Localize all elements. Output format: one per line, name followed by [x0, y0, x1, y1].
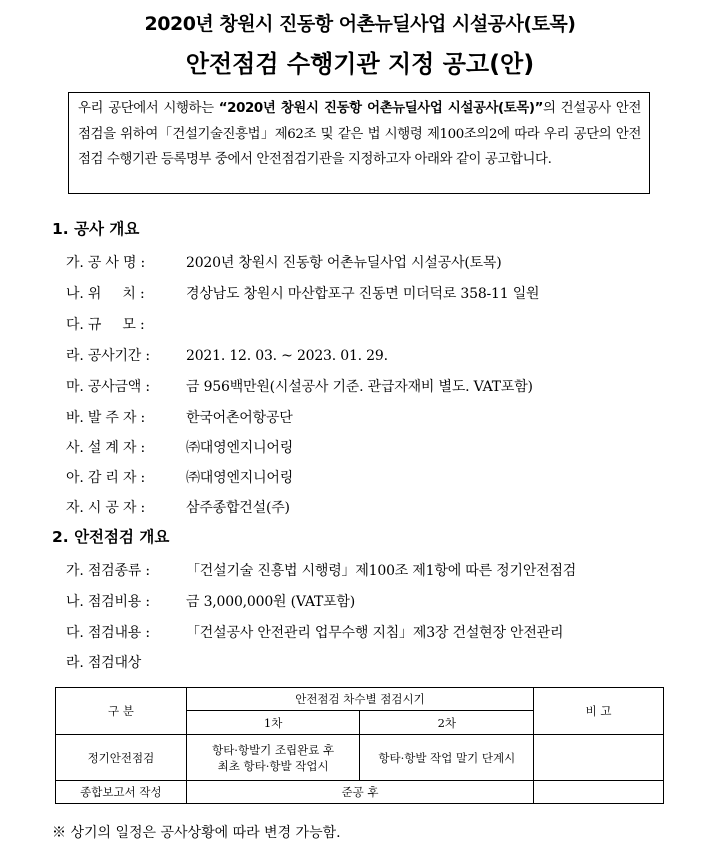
- item-label: 바. 발 주 자 :: [66, 410, 150, 426]
- item-label: 라. 점검대상: [66, 655, 142, 671]
- cell-second-timing: 항타·항발 작업 말기 단계시: [360, 735, 534, 781]
- inspection-item: [66, 560, 576, 580]
- item-label: 다. 규 모 :: [66, 317, 149, 333]
- header-first: 1차: [186, 711, 360, 735]
- item-label: 라. 공사기간 :: [66, 348, 155, 364]
- overview-item: [66, 467, 293, 487]
- header-note: 비 고: [534, 688, 664, 735]
- header-schedule: 안전점검 차수별 점검시기: [186, 688, 533, 711]
- intro-text-2: 의 건설공사 안전점검을 위하여「건설기술진흥법」제62조 및 같은 법 시행령 제100조의2에 따라 우리 공단의 안전점검 수행기관 등록명부 중에서 안전점검기관을 지정하고자 아래와 같이 공고합니다.: [78, 101, 641, 167]
- overview-item: [66, 376, 533, 396]
- row-regular-inspection: 정기안전점검: [56, 735, 187, 781]
- item-value: 경상남도 창원시 마산합포구 진동면 미더덕로 358-11 일원: [186, 286, 540, 302]
- item-label: 나. 점검비용 :: [66, 594, 155, 610]
- overview-item: [66, 497, 290, 517]
- item-value: 2021. 12. 03. ~ 2023. 01. 29.: [186, 348, 388, 364]
- inspection-item: [66, 622, 563, 642]
- section-1-heading: 1. 공사 개요: [52, 220, 140, 238]
- item-label: 나. 위 치 :: [66, 286, 149, 302]
- item-label: 다. 점검내용 :: [66, 625, 155, 641]
- intro-box: [68, 92, 650, 194]
- inspection-item: [66, 652, 186, 672]
- overview-item: [66, 314, 186, 334]
- item-label: 자. 시 공 자 :: [66, 500, 150, 516]
- title-line-1: 2020년 창원시 진동항 어촌뉴딜사업 시설공사(토목): [144, 13, 576, 35]
- item-value: 한국어촌어항공단: [186, 410, 293, 426]
- intro-project-name: “2020년 창원시 진동항 어촌뉴딜사업 시설공사(토목)”: [218, 101, 543, 116]
- overview-item: [66, 283, 539, 303]
- item-label: 가. 공 사 명 :: [66, 255, 150, 271]
- cell-first-timing: [186, 735, 360, 781]
- item-value: 삼주종합건설(주): [186, 500, 290, 516]
- first-timing-line-1: 항타·항발기 조립완료 후: [212, 742, 335, 757]
- row-final-report: 종합보고서 작성: [56, 781, 187, 804]
- overview-item: [66, 437, 293, 457]
- section-2-heading: 2. 안전점검 개요: [52, 528, 170, 546]
- header-category: 구 분: [56, 688, 187, 735]
- overview-item: [66, 407, 293, 427]
- header-second: 2차: [360, 711, 534, 735]
- item-value: 「건설기술 진흥법 시행령」제100조 제1항에 따른 정기안전점검: [186, 563, 577, 579]
- cell-final-report-timing: 준공 후: [186, 781, 533, 804]
- item-value: 금 956백만원(시설공사 기준. 관급자재비 별도. VAT포함): [186, 379, 533, 395]
- inspection-item: [66, 591, 355, 611]
- item-label: 마. 공사금액 :: [66, 379, 155, 395]
- overview-item: [66, 252, 502, 272]
- item-value: 금 3,000,000원 (VAT포함): [186, 594, 356, 610]
- item-value: 「건설공사 안전관리 업무수행 지침」제3장 건설현장 안전관리: [186, 625, 564, 641]
- item-label: 아. 감 리 자 :: [66, 470, 150, 486]
- item-value: 2020년 창원시 진동항 어촌뉴딜사업 시설공사(토목): [186, 255, 502, 271]
- intro-text-1: 우리 공단에서 시행하는: [78, 101, 219, 116]
- overview-item: [66, 345, 388, 365]
- item-label: 가. 점검종류 :: [66, 563, 155, 579]
- cell-row2-note: [534, 781, 664, 804]
- item-value: ㈜대영엔지니어링: [186, 440, 294, 456]
- first-timing-line-2: 최초 항타·항발 작업시: [217, 758, 329, 773]
- inspection-schedule-table: [55, 687, 664, 804]
- item-value: ㈜대영엔지니어링: [186, 470, 294, 486]
- title-line-2: 안전점검 수행기관 지정 공고(안): [185, 50, 535, 78]
- footnote: ※ 상기의 일정은 공사상황에 따라 변경 가능함.: [52, 825, 341, 841]
- item-label: 사. 설 계 자 :: [66, 440, 150, 456]
- cell-row1-note: [534, 735, 664, 781]
